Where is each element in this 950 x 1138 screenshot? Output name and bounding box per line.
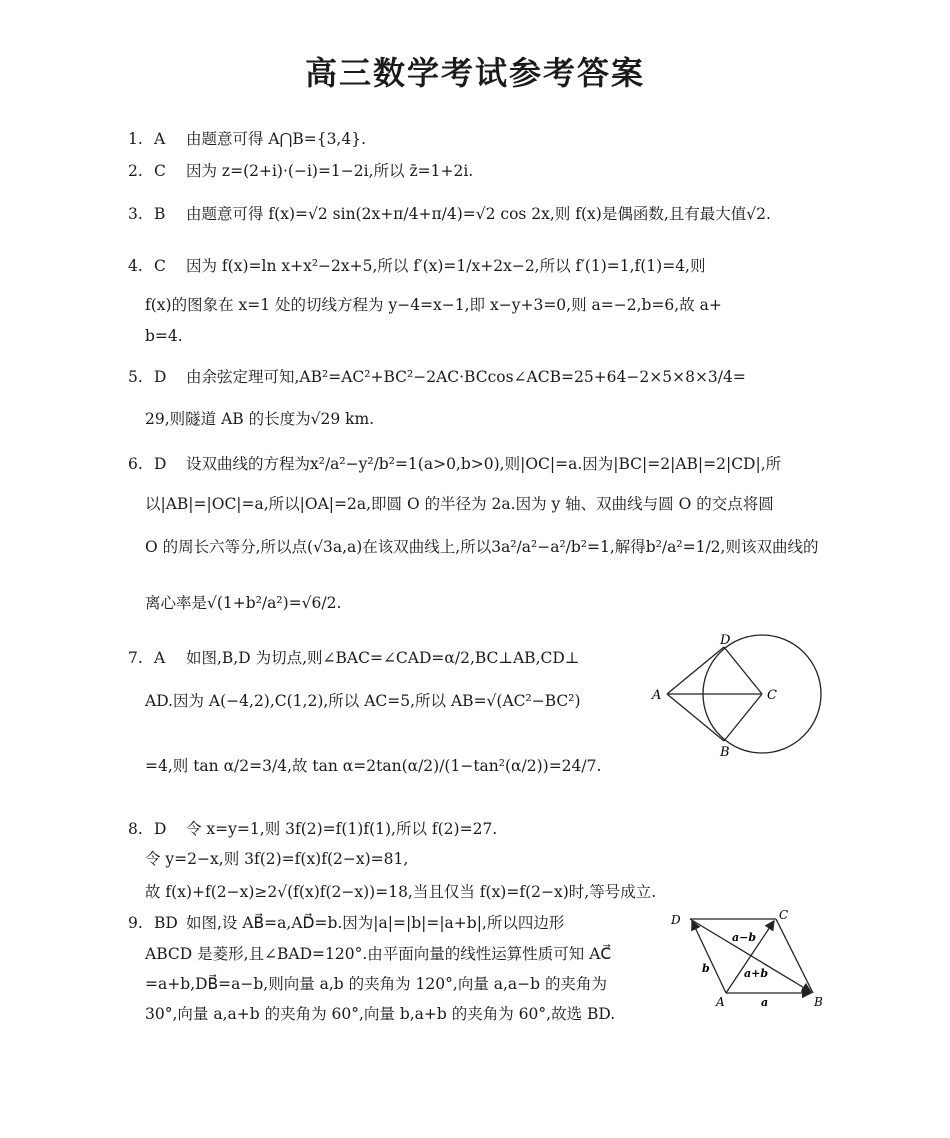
answer-8-line-3: 故 f(x)+f(2−x)≥2√(f(x)f(2−x))=18,当且仅当 f(x)=f(2−x)时,等号成立. (145, 883, 657, 901)
vector-b (692, 921, 726, 993)
answer-7-line-3: =4,则 tan α/2=3/4,故 tan α=2tan(α/2)/(1−tan²(α/2))=24/7. (145, 757, 602, 775)
segment-CD (724, 647, 762, 694)
answer-8-line-2: 令 y=2−x,则 3f(2)=f(x)f(2−x)=81, (145, 850, 409, 868)
answer-6-line-2: 以|AB|=|OC|=a,所以|OA|=2a,即圆 O 的半径为 2a.因为 y 轴、双曲线与圆 O 的交点将圆 (145, 495, 774, 513)
label-a-plus-b: a+b (744, 967, 769, 980)
rhombus-vector-figure (668, 905, 833, 1010)
label-A: A (716, 995, 725, 1009)
answer-2: 2. C 因为 z=(2+i)·(−i)=1−2i,所以 z̄=1+2i. (128, 162, 474, 180)
answer-8: 8. D 令 x=y=1,则 3f(2)=f(1)f(1),所以 f(2)=27. (128, 820, 498, 838)
answer-5-line-2: 29,则隧道 AB 的长度为√29 km. (145, 410, 375, 428)
label-b: b (702, 962, 710, 975)
answer-4-line-3: b=4. (145, 327, 183, 345)
answer-6-line-4: 离心率是√(1+b²/a²)=√6/2. (145, 594, 342, 612)
label-a: a (761, 996, 769, 1009)
label-C: C (767, 688, 777, 703)
answer-9-line-4: 30°,向量 a,a+b 的夹角为 60°,向量 b,a+b 的夹角为 60°,故选 BD. (145, 1005, 616, 1023)
label-D: D (720, 633, 731, 648)
answer-4-line-2: f(x)的图象在 x=1 处的切线方程为 y−4=x−1,即 x−y+3=0,则 a=−2,b=6,故 a+ (145, 296, 722, 314)
segment-AB (667, 694, 724, 741)
label-D: D (671, 913, 681, 927)
answer-7-line-2: AD.因为 A(−4,2),C(1,2),所以 AC=5,所以 AB=√(AC²−BC²) (145, 692, 581, 710)
answer-4: 4. C 因为 f(x)=ln x+x²−2x+5,所以 f′(x)=1/x+2x−2,所以 f′(1)=1,f(1)=4,则 (128, 257, 706, 275)
answer-9-line-2: ABCD 是菱形,且∠BAD=120°.由平面向量的线性运算性质可知 AC⃗ (145, 945, 612, 963)
answer-9-line-3: =a+b,DB⃗=a−b,则向量 a,b 的夹角为 120°,向量 a,a−b 的夹角为 (145, 975, 607, 993)
label-B: B (814, 995, 823, 1009)
answer-6: 6. D 设双曲线的方程为x²/a²−y²/b²=1(a>0,b>0),则|OC|=a.因为|BC|=2|AB|=2|CD|,所 (128, 455, 782, 473)
answer-9: 9. BD 如图,设 AB⃗=a,AD⃗=b.因为|a|=|b|=|a+b|,所以四边形 (128, 914, 565, 932)
tangent-circle-figure (650, 632, 830, 762)
answer-6-line-3: O 的周长六等分,所以点(√3a,a)在该双曲线上,所以3a²/a²−a²/b²=1,解得b²/a²=1/2,则该双曲线的 (145, 538, 819, 556)
segment-CB (724, 694, 762, 741)
label-C: C (779, 908, 789, 922)
label-a-minus-b: a−b (732, 931, 757, 944)
answer-5: 5. D 由余弦定理可知,AB²=AC²+BC²−2AC·BCcos∠ACB=25+64−2×5×8×3/4= (128, 368, 746, 386)
label-A: A (652, 688, 662, 703)
segment-AD (667, 647, 724, 694)
answer-3: 3. B 由题意可得 f(x)=√2 sin(2x+π/4+π/4)=√2 cos 2x,则 f(x)是偶函数,且有最大值√2. (128, 205, 771, 223)
answer-1: 1. A 由题意可得 A⋂B={3,4}. (128, 130, 367, 148)
page-title: 高三数学考试参考答案 (304, 54, 645, 92)
answer-7: 7. A 如图,B,D 为切点,则∠BAC=∠CAD=α/2,BC⊥AB,CD⊥ (128, 649, 580, 667)
label-B: B (720, 745, 730, 760)
